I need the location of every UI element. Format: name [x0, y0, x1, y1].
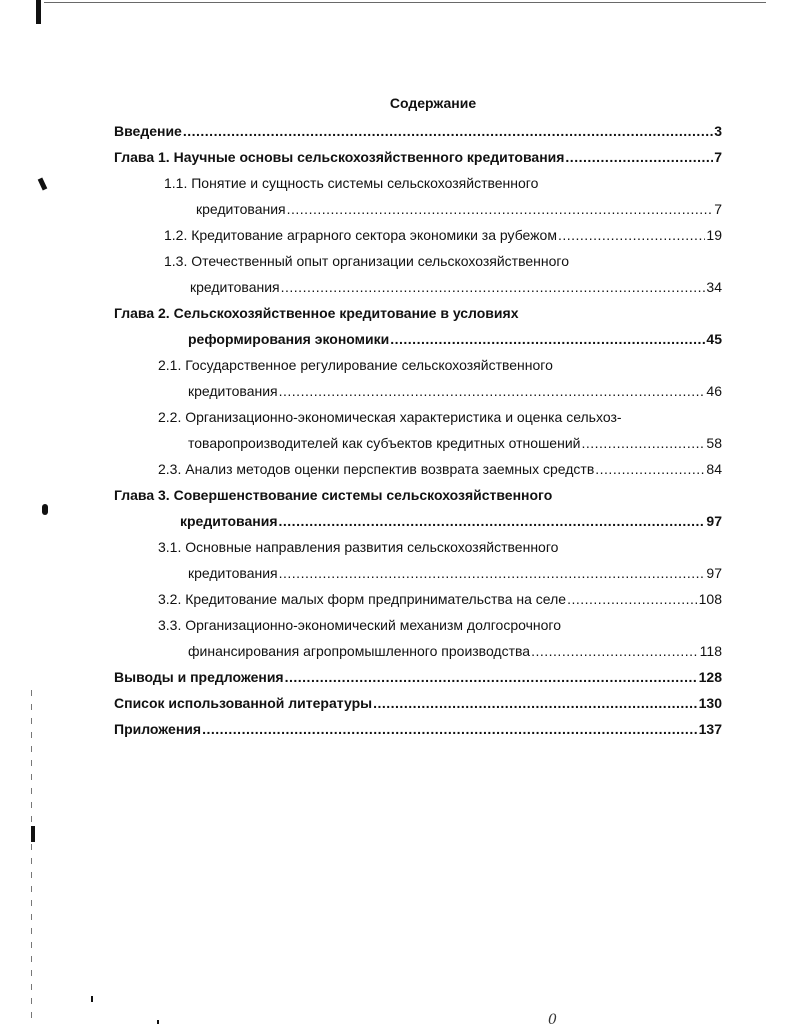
- scan-speck: [91, 996, 93, 1002]
- toc-entry-page: 7: [714, 201, 722, 217]
- dot-leader: [285, 668, 698, 686]
- toc-entry-1-2[interactable]: [164, 226, 722, 244]
- dot-leader: [279, 512, 706, 530]
- toc-entry-page: 3: [714, 123, 722, 139]
- dot-leader: [183, 122, 713, 140]
- dot-leader: [202, 720, 698, 738]
- toc-entry-label: Список использованной литературы: [114, 695, 373, 711]
- toc-entry-label: кредитования: [188, 565, 278, 581]
- toc-entry-3-2[interactable]: [158, 590, 722, 608]
- toc-entry-page: 19: [706, 227, 722, 243]
- toc-entry-page: 34: [706, 279, 722, 295]
- toc-entry-label: товаропроизводителей как субъектов кредитных отношений: [188, 435, 581, 451]
- toc-entry-chapter-3-first-line: Глава 3. Совершенствование системы сельскохозяйственного: [114, 487, 553, 503]
- toc-entry-page: 137: [698, 721, 722, 737]
- toc-entry-page: 58: [706, 435, 722, 451]
- scan-edge-artifact: [31, 690, 32, 1020]
- toc-entry-appendices[interactable]: [114, 720, 722, 738]
- toc-entry-page: 130: [698, 695, 722, 711]
- toc-entry-page: 97: [706, 565, 722, 581]
- scan-border-line: [44, 2, 766, 3]
- toc-title: Содержание: [389, 95, 477, 111]
- toc-entry-3-3[interactable]: [188, 642, 722, 660]
- toc-entry-label: Приложения: [114, 721, 202, 737]
- toc-entry-label: кредитования: [196, 201, 286, 217]
- toc-entry-label: реформирования экономики: [188, 331, 390, 347]
- toc-entry-label: Выводы и предложения: [114, 669, 284, 685]
- dot-leader: [565, 148, 713, 166]
- toc-entry-1-3-first-line: 1.3. Отечественный опыт организации сельскохозяйственного: [164, 253, 569, 269]
- scan-speck: [42, 504, 48, 515]
- toc-entry-conclusions[interactable]: [114, 668, 722, 686]
- toc-entry-label: кредитования: [188, 383, 278, 399]
- dot-leader: [581, 434, 705, 452]
- toc-entry-1-3[interactable]: [190, 278, 722, 296]
- toc-entry-2-3[interactable]: [158, 460, 722, 478]
- dot-leader: [558, 226, 705, 244]
- toc-entry-1-1[interactable]: [196, 200, 722, 218]
- handwritten-mark: 0: [548, 1012, 557, 1028]
- toc-entry-2-2-first-line: 2.2. Организационно-экономическая характеристика и оценка сельхоз-: [158, 409, 622, 425]
- toc-entry-page: 45: [706, 331, 722, 347]
- dot-leader: [595, 460, 705, 478]
- toc-entry-page: 46: [706, 383, 722, 399]
- dot-leader: [373, 694, 698, 712]
- toc-entry-label: кредитования: [190, 279, 280, 295]
- toc-entry-1-1-first-line: 1.1. Понятие и сущность системы сельскохозяйственного: [164, 175, 539, 191]
- toc-entry-3-1[interactable]: [188, 564, 722, 582]
- toc-entry-3-1-first-line: 3.1. Основные направления развития сельскохозяйственного: [158, 539, 559, 555]
- toc-entry-2-1[interactable]: [188, 382, 722, 400]
- toc-entry-label: 3.2. Кредитование малых форм предпринимательства на селе: [158, 591, 567, 607]
- toc-entry-chapter-2-first-line: Глава 2. Сельскохозяйственное кредитование в условиях: [114, 305, 519, 321]
- toc-entry-chapter-3[interactable]: [180, 512, 722, 530]
- toc-entry-page: 7: [714, 149, 722, 165]
- toc-entry-2-1-first-line: 2.1. Государственное регулирование сельскохозяйственного: [158, 357, 553, 373]
- dot-leader: [531, 642, 699, 660]
- toc-entry-2-2[interactable]: [188, 434, 722, 452]
- toc-entry-label: кредитования: [180, 513, 278, 529]
- toc-entry-label: 1.2. Кредитование аграрного сектора экономики за рубежом: [164, 227, 557, 243]
- scan-speck: [157, 1020, 159, 1024]
- toc-entry-page: 97: [706, 513, 722, 529]
- toc-entry-introduction[interactable]: [114, 122, 722, 140]
- dot-leader: [281, 278, 706, 296]
- toc-entry-label: финансирования агропромышленного производства: [188, 643, 531, 659]
- toc-entry-label: 2.3. Анализ методов оценки перспектив возврата заемных средств: [158, 461, 595, 477]
- toc-entry-label: Глава 1. Научные основы сельскохозяйственного кредитования: [114, 149, 565, 165]
- scan-speck: [38, 178, 48, 191]
- toc-entry-page: 84: [706, 461, 722, 477]
- toc-entry-page: 128: [698, 669, 722, 685]
- toc-entry-label: Введение: [114, 123, 182, 139]
- dot-leader: [390, 330, 705, 348]
- toc-entry-chapter-1[interactable]: [114, 148, 722, 166]
- toc-entry-page: 108: [698, 591, 722, 607]
- scan-artifact-mark: [36, 0, 41, 24]
- dot-leader: [567, 590, 698, 608]
- toc-entry-chapter-2[interactable]: [188, 330, 722, 348]
- toc-entry-references[interactable]: [114, 694, 722, 712]
- dot-leader: [279, 382, 706, 400]
- dot-leader: [287, 200, 714, 218]
- dot-leader: [279, 564, 706, 582]
- toc-entry-page: 118: [699, 643, 722, 659]
- scan-speck: [31, 826, 35, 842]
- toc-entry-3-3-first-line: 3.3. Организационно-экономический механизм долгосрочного: [158, 617, 561, 633]
